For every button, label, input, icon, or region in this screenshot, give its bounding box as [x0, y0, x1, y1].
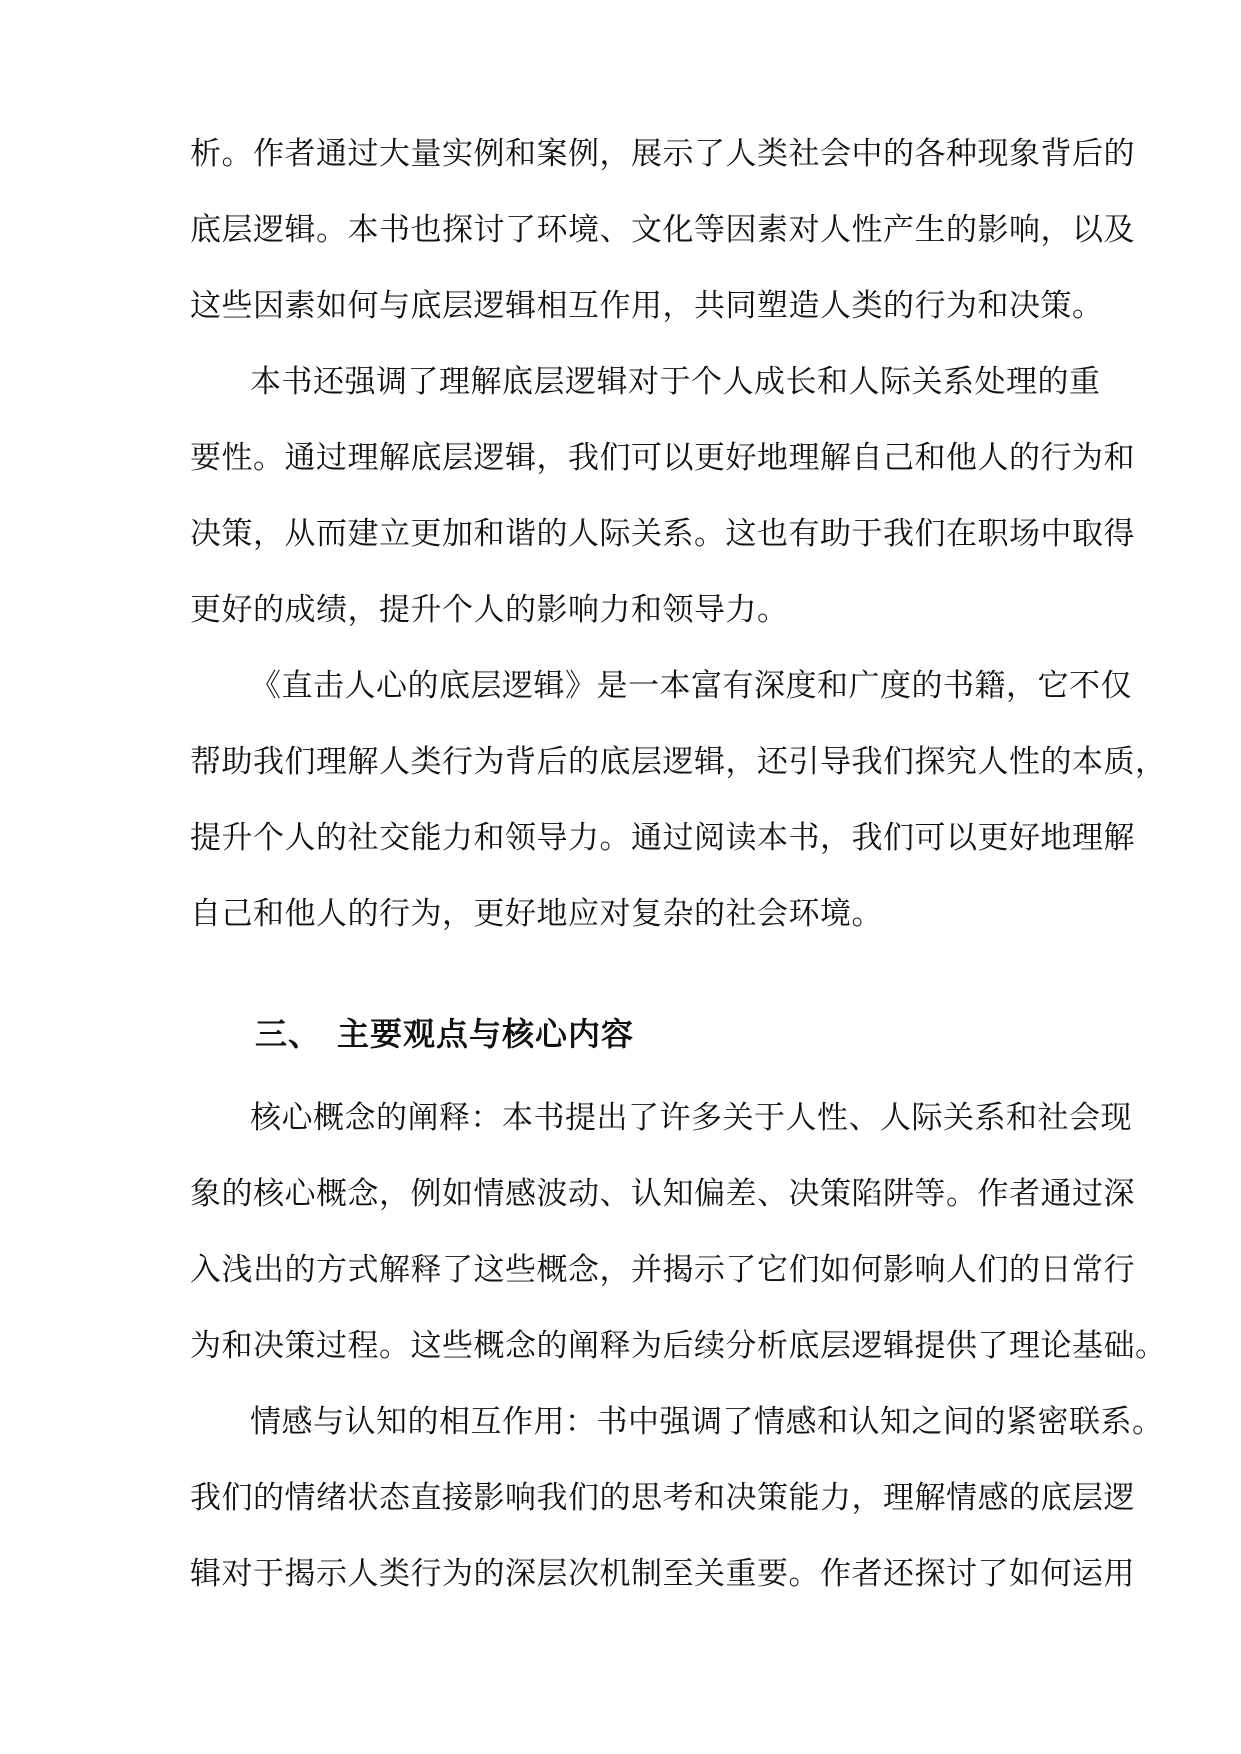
paragraph-1-line-2: 底层逻辑。本书也探讨了环境、文化等因素对人性产生的影响，以及 — [190, 212, 1135, 248]
paragraph-4-line-3: 入浅出的方式解释了这些概念，并揭示了它们如何影响人们的日常行 — [190, 1252, 1135, 1288]
paragraph-5-line-2: 我们的情绪状态直接影响我们的思考和决策能力，理解情感的底层逻 — [190, 1480, 1135, 1516]
paragraph-3-line-2: 帮助我们理解人类行为背后的底层逻辑，还引导我们探究人性的本质， — [190, 744, 1167, 780]
section-heading — [255, 1014, 634, 1054]
paragraph-4-line-4: 为和决策过程。这些概念的阐释为后续分析底层逻辑提供了理论基础。 — [190, 1328, 1167, 1364]
paragraph-5-line-3: 辑对于揭示人类行为的深层次机制至关重要。作者还探讨了如何运用 — [190, 1556, 1135, 1592]
paragraph-3-line-4: 自己和他人的行为，更好地应对复杂的社会环境。 — [190, 896, 883, 932]
paragraph-4-line-2: 象的核心概念，例如情感波动、认知偏差、决策陷阱等。作者通过深 — [190, 1176, 1135, 1212]
paragraph-1-line-3: 这些因素如何与底层逻辑相互作用，共同塑造人类的行为和决策。 — [190, 288, 1104, 324]
section-number: 三、 — [255, 1015, 322, 1053]
paragraph-2-line-2: 要性。通过理解底层逻辑，我们可以更好地理解自己和他人的行为和 — [190, 440, 1135, 476]
paragraph-2-line-4: 更好的成绩，提升个人的影响力和领导力。 — [190, 592, 789, 628]
paragraph-1-line-1: 析。作者通过大量实例和案例，展示了人类社会中的各种现象背后的 — [190, 136, 1135, 172]
paragraph-2-line-1: 本书还强调了理解底层逻辑对于个人成长和人际关系处理的重 — [250, 364, 1101, 400]
paragraph-2-line-3: 决策，从而建立更加和谐的人际关系。这也有助于我们在职场中取得 — [190, 516, 1135, 552]
paragraph-3-line-1: 《直击人心的底层逻辑》是一本富有深度和广度的书籍，它不仅 — [250, 668, 1132, 704]
section-title: 主要观点与核心内容 — [337, 1015, 635, 1053]
paragraph-3-line-3: 提升个人的社交能力和领导力。通过阅读本书，我们可以更好地理解 — [190, 820, 1135, 856]
paragraph-5-line-1: 情感与认知的相互作用：书中强调了情感和认知之间的紧密联系。 — [250, 1404, 1164, 1440]
paragraph-4-line-1: 核心概念的阐释：本书提出了许多关于人性、人际关系和社会现 — [250, 1100, 1132, 1136]
